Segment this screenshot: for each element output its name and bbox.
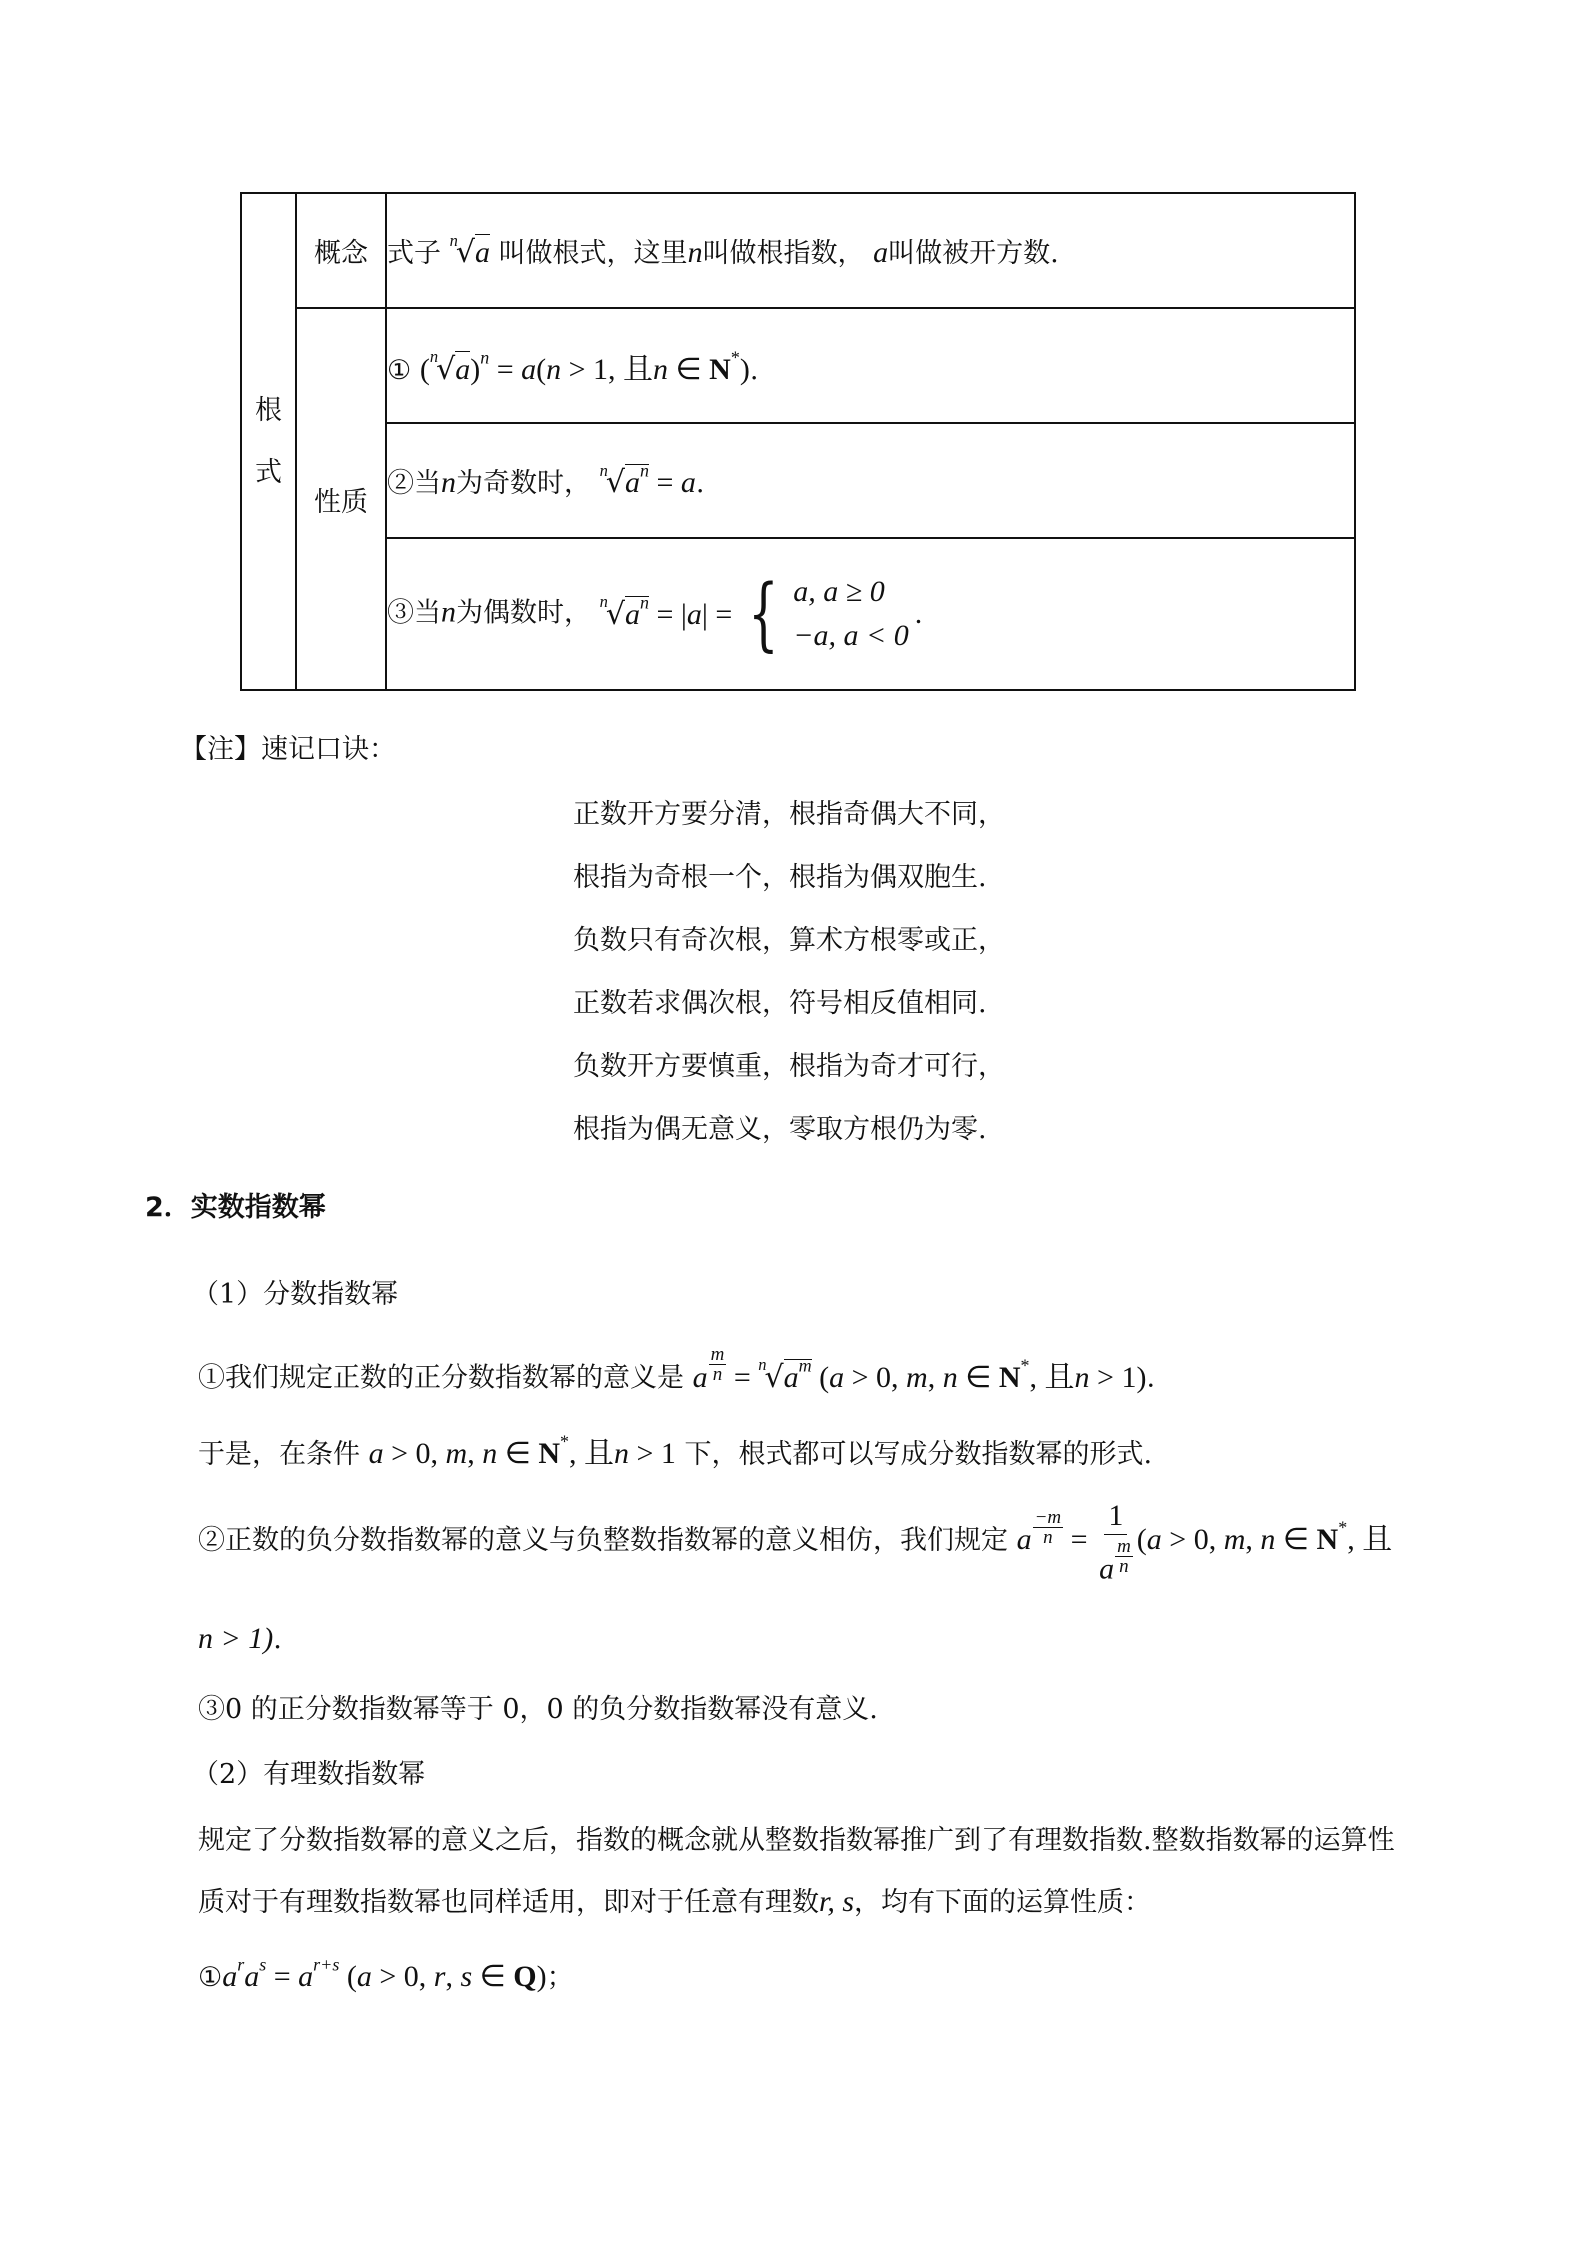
item-2-tail: . [273, 1624, 282, 1655]
section-heading: 2．实数指数幂 [145, 1192, 326, 1223]
item-2-formula: a $\frac{-m}{n}$ = 1 a $\frac{m}{n}$ (a > 0, m, n ∈ N*, 且 [1016, 1499, 1393, 1586]
paragraph-line-1: 规定了分数指数幂的意义之后，指数的概念就从整数指数幂推广到了有理数指数.整数指数幂的运算性 [198, 1825, 1395, 1856]
condition-text-2: 下，根式都可以写成分数指数幂的形式. [684, 1439, 1153, 1470]
item-1-tail: . [1146, 1362, 1156, 1394]
property-label: 性质 [296, 308, 386, 690]
mnemonic-line-5: 负数开方要慎重，根指为奇才可行， [573, 1051, 1005, 1082]
item-1 [198, 1345, 1155, 1396]
paragraph-line-2-text-a: 质对于有理数指数幂也同样适用，即对于任意有理数 [198, 1887, 819, 1918]
outer-label-char-2: 式 [255, 456, 282, 488]
property-3-tail: . [914, 597, 923, 630]
concept-cell [386, 193, 1355, 308]
concept-var-a: a [873, 236, 889, 269]
condition-text-1: 于是，在条件 [198, 1439, 360, 1470]
property-3-text-2: 为偶数时， [456, 597, 591, 629]
concept-text-2: 叫做根式，这里 [498, 238, 688, 269]
case-negative: −a, a < 0 [793, 619, 909, 652]
item-2-cont-formula: n > 1) [198, 1622, 274, 1655]
condition-formula: a > 0, m, n ∈ N*, 且n > 1 [368, 1431, 676, 1471]
property-3-var-n: n [441, 595, 456, 629]
property-3-cell [386, 538, 1355, 690]
property-2-text-2: 为奇数时， [456, 468, 591, 499]
mnemonic-line-3: 负数只有奇次根，算术方根零或正， [573, 925, 1005, 956]
concept-var-n: n [687, 236, 703, 269]
property-1-marker: ① [387, 354, 412, 386]
property-2-formula: $^n√a^n = a$ [599, 460, 696, 500]
mnemonic-line-1: 正数开方要分清，根指奇偶大不同， [573, 799, 1005, 830]
paragraph-line-2-text-b: ，均有下面的运算性质： [854, 1887, 1152, 1918]
mnemonic-line-2: 根指为奇根一个，根指为偶双胞生. [573, 862, 987, 893]
item-2-text: ②正数的负分数指数幂的意义与负整数指数幂的意义相仿，我们规定 [198, 1525, 1008, 1557]
property-2-var-n: n [441, 466, 456, 499]
table-outer-label [241, 193, 296, 690]
item-2-continuation [198, 1622, 282, 1656]
note-title: 【注】速记口诀： [180, 734, 396, 765]
property-1-formula: $(^n√a)^n = a(n > 1$, 且n ∈ N*) [419, 347, 750, 387]
rule-1 [198, 1955, 574, 1994]
concept-text-4: 叫做被开方数. [888, 238, 1059, 269]
concept-label: 概念 [296, 193, 386, 308]
radical-table [240, 192, 1356, 691]
mnemonic-line-6: 根指为偶无意义，零取方根仍为零. [573, 1114, 987, 1145]
rule-1-tail: ； [546, 1962, 574, 1993]
item-2 [198, 1500, 1392, 1585]
subsection-1-title: （1）分数指数幂 [192, 1279, 399, 1310]
rule-1-marker: ① [198, 1962, 223, 1993]
radical-expression: $^n$√a [449, 230, 490, 270]
property-2-tail: . [695, 468, 705, 499]
property-3-marker: ③ [387, 597, 414, 629]
property-1-tail: . [749, 354, 759, 386]
property-2-cell [386, 423, 1355, 538]
property-3-text-1: 当 [414, 597, 441, 629]
paragraph-line-2 [198, 1880, 1151, 1919]
property-2-text-1: 当 [414, 468, 441, 499]
property-3-formula: $^n√a^n = |a|$ = { a, a ≥ 0 −a, a < 0 . [599, 567, 923, 660]
outer-label-char-1: 根 [255, 394, 282, 426]
mnemonic-line-4: 正数若求偶次根，符号相反值相同. [573, 988, 987, 1019]
item-1-formula: a $\frac{m}{n}$ = $^n√a^m$ (a > 0, m, n ∈ N*, 且n > 1) [692, 1344, 1147, 1395]
property-2-marker: ② [387, 468, 414, 499]
condition-line [198, 1428, 1152, 1472]
case-positive: a, a ≥ 0 [793, 575, 885, 608]
subsection-2-title: （2）有理数指数幂 [192, 1759, 426, 1790]
rule-1-formula: $a^ra^s = a^{r+s}$ (a > 0, r, s ∈ Q) [222, 1954, 547, 1993]
item-3: ③0 的正分数指数幂等于 0，0 的负分数指数幂没有意义. [198, 1694, 878, 1725]
item-1-text: ①我们规定正数的正分数指数幂的意义是 [198, 1362, 684, 1394]
property-1-cell [386, 308, 1355, 423]
concept-text-1: 式子 [387, 238, 441, 269]
paragraph-var-rs: r, s [819, 1885, 855, 1918]
concept-text-3: 叫做根指数， [702, 238, 865, 269]
